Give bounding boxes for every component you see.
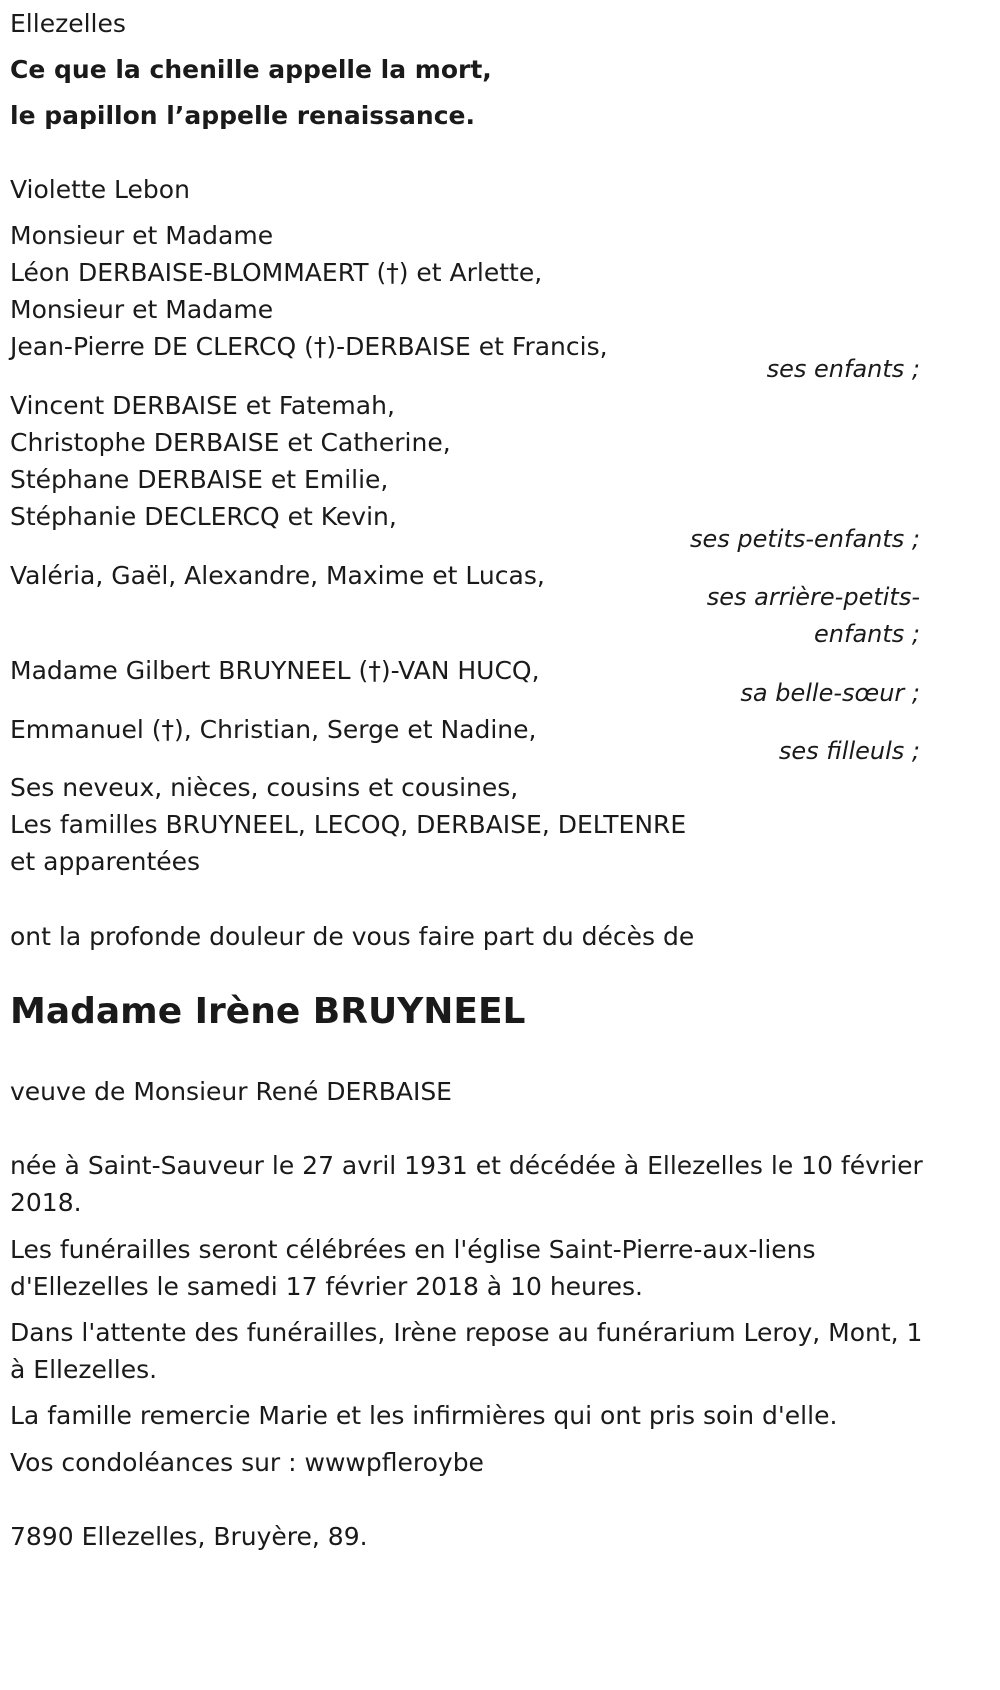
- birth-death-line-2: 2018.: [10, 1188, 82, 1217]
- birth-death-line-1: née à Saint-Sauveur le 27 avril 1931 et décédée à Ellezelles le 10 février: [10, 1151, 923, 1180]
- children-line-2: Léon DERBAISE-BLOMMAERT (†) et Arlette,: [10, 258, 543, 287]
- grandchildren-line-3: Stéphane DERBAISE et Emilie,: [10, 465, 389, 494]
- funeral-line-1: Les funérailles seront célébrées en l'église Saint-Pierre-aux-liens: [10, 1235, 816, 1264]
- quote-line-1: Ce que la chenille appelle la mort,: [10, 55, 492, 84]
- others-line-3: et apparentées: [10, 847, 201, 876]
- children-role: ses enfants ;: [766, 355, 920, 383]
- others-line-1: Ses neveux, nièces, cousins et cousines,: [10, 773, 519, 802]
- condolences: Vos condoléances sur : wwwpfleroybe: [10, 1448, 484, 1477]
- rest-line-1: Dans l'attente des funérailles, Irène repose au funérarium Leroy, Mont, 1: [10, 1318, 923, 1347]
- funeral-line-2: d'Ellezelles le samedi 17 février 2018 à 10 heures.: [10, 1272, 643, 1301]
- others-line-2: Les familles BRUYNEEL, LECOQ, DERBAISE, DELTENRE: [10, 810, 687, 839]
- great-grandchildren: Valéria, Gaël, Alexandre, Maxime et Lucas,: [10, 561, 545, 590]
- great-grandchildren-role-2: enfants ;: [814, 620, 920, 648]
- sister-in-law: Madame Gilbert BRUYNEEL (†)-VAN HUCQ,: [10, 656, 540, 685]
- children-line-4: Jean-Pierre DE CLERCQ (†)-DERBAISE et Francis,: [10, 332, 608, 361]
- grandchildren-role: ses petits-enfants ;: [689, 525, 920, 553]
- location: Ellezelles: [10, 9, 126, 38]
- widow-of: veuve de Monsieur René DERBAISE: [10, 1077, 452, 1106]
- address: 7890 Ellezelles, Bruyère, 89.: [10, 1522, 368, 1551]
- grandchildren-line-2: Christophe DERBAISE et Catherine,: [10, 428, 451, 457]
- grandchildren-line-1: Vincent DERBAISE et Fatemah,: [10, 391, 395, 420]
- rest-line-2: à Ellezelles.: [10, 1355, 158, 1384]
- sister-in-law-role: sa belle-sœur ;: [740, 679, 920, 707]
- godchildren-role: ses filleuls ;: [778, 737, 920, 765]
- grandchildren-line-4: Stéphanie DECLERCQ et Kevin,: [10, 502, 397, 531]
- godchildren: Emmanuel (†), Christian, Serge et Nadine,: [10, 715, 537, 744]
- children-line-3: Monsieur et Madame: [10, 295, 274, 324]
- children-line-1: Monsieur et Madame: [10, 221, 274, 250]
- deceased-name: Madame Irène BRUYNEEL: [10, 991, 526, 1032]
- thanks: La famille remercie Marie et les infirmières qui ont pris soin d'elle.: [10, 1401, 838, 1430]
- quote-line-2: le papillon l’appelle renaissance.: [10, 101, 475, 130]
- great-grandchildren-role-1: ses arrière-petits-: [706, 583, 920, 611]
- announcement-intro: ont la profonde douleur de vous faire part du décès de: [10, 922, 695, 951]
- violette-lebon: Violette Lebon: [10, 175, 190, 204]
